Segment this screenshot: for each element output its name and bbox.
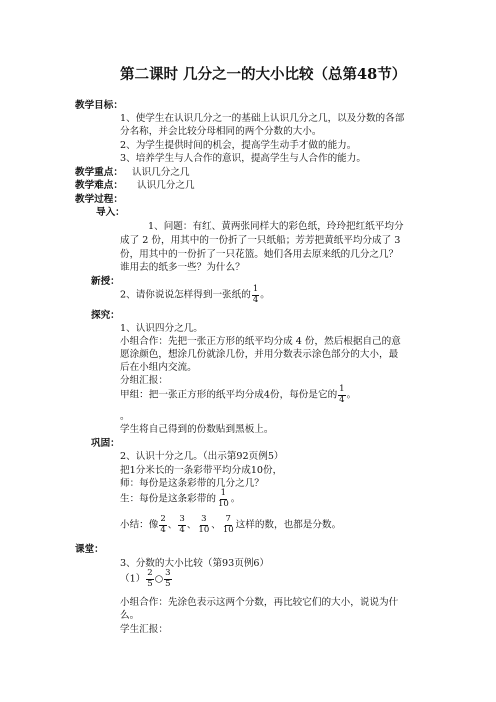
- objective-line: 1、使学生在认识几分之一的基础上认识几分之几，以及分数的各部: [120, 113, 405, 124]
- fraction-two-fifths: $\frac{2}{5}$: [147, 568, 153, 589]
- fraction: $\frac{2}{4}$: [160, 514, 166, 535]
- fraction: $\frac{3}{10}$: [198, 514, 210, 535]
- consolidate-line: 2、认识十分之几。（出示第92页例5）: [120, 451, 284, 462]
- fraction-one-fourth: $\frac{1}{4}$: [252, 284, 259, 305]
- compare-line: （1） $\frac{2}{5}$ ○ $\frac{3}{5}$: [120, 568, 171, 589]
- explore-line: 后在小组内交流。: [120, 362, 197, 373]
- explore-line: 分组汇报：: [120, 375, 168, 386]
- explore-line: 愿涂颜色，想涂几份就涂几份，并用分数表示涂色部分的大小，最: [120, 349, 399, 360]
- intro-line: 1、问题：有红、黄两张同样大的彩色纸，玲玲把红纸平均分: [148, 221, 404, 232]
- objective-line: 3、培养学生与人合作的意识，提高学生与人合作的能力。: [120, 153, 366, 164]
- class-text-line: 学生汇报：: [120, 624, 168, 635]
- class-text-line: 么。: [120, 610, 140, 621]
- fraction-one-fourth: $\frac{1}{4}$: [339, 384, 345, 405]
- period-line: 。: [120, 411, 130, 422]
- consolidate-line: 师：每份是这条彩带的几分之几？: [120, 478, 264, 489]
- explore-last-line: 学生将自己得到的份数贴到黑板上。: [120, 424, 274, 435]
- fraction: $\frac{7}{10}$: [222, 514, 234, 535]
- process-label: 教学过程：: [75, 194, 123, 205]
- student-line: 生：每份是这条彩带的 $\frac{1}{10}$ 。: [120, 488, 241, 509]
- key-text: 认识几分之几: [132, 167, 190, 178]
- group-a-line: 甲组：把一张正方形的纸平均分成4份，每份是它的 $\frac{1}{4}$ 。: [120, 384, 357, 405]
- class-text-line: 小组合作：先涂色表示这两个分数，再比较它们的大小，说说为什: [120, 597, 399, 608]
- objectives-label: 教学目标：: [75, 100, 123, 111]
- fraction-three-fifths: $\frac{3}{5}$: [165, 568, 171, 589]
- intro-label: 导入：: [96, 207, 125, 218]
- fraction: $\frac{3}{4}$: [179, 514, 185, 535]
- consolidate-line: 把1分米长的一条彩带平均分成10份，: [120, 465, 283, 476]
- summary-line: 小结：像 $\frac{2}{4}$ 、 $\frac{3}{4}$ 、 $\frac{3}{10}$ 、 $\frac{7}{10}$ 这样的数，也都是分数。: [120, 514, 342, 535]
- explore-label: 探究：: [91, 310, 120, 321]
- class-label: 课堂：: [75, 544, 104, 555]
- consolidate-label: 巩固：: [91, 438, 120, 449]
- class-line: 3、分数的大小比较（第93页例6）: [120, 558, 270, 569]
- intro-line: 份，用其中的一份折了一只花篮。她们各用去原来纸的几分之几？: [120, 249, 399, 260]
- fraction-one-tenth: $\frac{1}{10}$: [217, 488, 229, 509]
- key-label: 教学重点：: [75, 167, 123, 178]
- explore-line: 1、认识四分之几。: [120, 323, 203, 334]
- explore-line: 小组合作：先把一张正方形的纸平均分成 4 份，然后根据自己的意: [120, 336, 401, 347]
- new-line-text: 2、请你说说怎样得到一张纸的: [120, 289, 251, 301]
- difficulty-label: 教学难点：: [75, 180, 123, 191]
- new-label: 新授：: [91, 276, 120, 287]
- new-line: 2、请你说说怎样得到一张纸的 $\frac{1}{4}$ 。: [120, 284, 270, 305]
- intro-line: 谁用去的纸多一些？为什么？: [120, 262, 245, 273]
- difficulty-text: 认识几分之几: [137, 180, 195, 191]
- objective-line: 2、为学生提供时间的机会，提高学生动手才做的能力。: [120, 140, 357, 151]
- objective-line: 分名称，并会比较分母相同的两个分数的大小。: [120, 126, 322, 137]
- intro-line: 成了 2 份，用其中的一份折了一只纸船；芳芳把黄纸平均分成了 3: [120, 235, 401, 246]
- compare-circle: ○: [154, 573, 164, 585]
- page-title: 第二课时 几分之一的大小比较（总第48节）: [120, 66, 407, 83]
